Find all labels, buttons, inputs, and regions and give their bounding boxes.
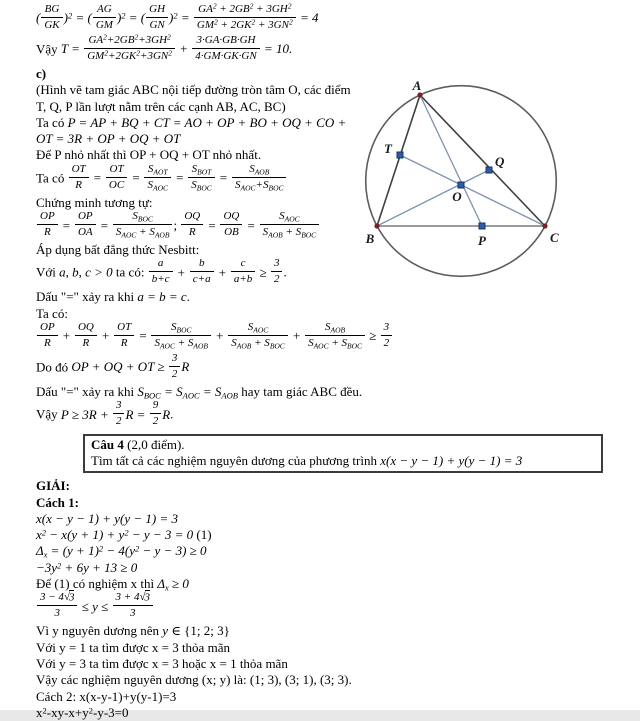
doc-line: Để P nhỏ nhất thì OP + OQ + OT nhỏ nhất. — [36, 147, 262, 163]
doc-line: Do đó OP + OQ + OT ≥ $\frac{3}{2}$ R — [36, 351, 190, 380]
doc-line: Với y = 1 ta tìm được x = 3 thỏa mãn — [36, 639, 230, 655]
label-p: P — [478, 233, 486, 248]
doc-line: $\Delta_x = (y + 1)^2 - 4(y^2 - y - 3) \ge 0$ — [36, 543, 207, 560]
doc-line: Vậy P ≥ 3R + $\frac{3}{2}$ R = $\frac{9}{2}$ R. — [36, 399, 174, 428]
doc-line: $x^2 - x(y + 1) + y^2 - y - 3 = 0$ (1) — [36, 527, 212, 543]
doc-line: Với y = 3 ta tìm được x = 3 hoặc x = 1 thỏa mãn — [36, 655, 288, 671]
doc-line: Vậy T = $\frac{GA^2+2GB^2+3GH^2}{GM^2+2GK^2+3GN^2}$ + $\frac{3\cdot GA\cdot GB\cdot GH}{4\cdot GM\cdot GK\cdot GN}$ = 10. — [36, 32, 293, 62]
doc-line: Chứng minh tương tự: — [36, 194, 153, 210]
doc-line: Cách 1: — [36, 494, 79, 510]
doc-line: $\frac{OP}{R}$ = $\frac{OP}{OA}$ = $S_{BOC}$ $S_{AOC} + S_{AOB}$ ; $\frac{OQ}{R}$ = $\frac{OQ}{OB}$ = $S_{AOC}$ $S_{AOB} + S_{BOC}$ — [36, 211, 352, 242]
doc-line: $x^2-xy-x+y^2-y-3=0$ — [36, 704, 129, 720]
label-o: O — [452, 189, 462, 204]
doc-line: GIẢI: — [36, 478, 70, 494]
vertex-dot-b — [374, 223, 379, 228]
vertex-dot-c — [542, 223, 547, 228]
center-dot-o — [458, 182, 464, 188]
label-a: A — [412, 78, 422, 93]
triangle-side-ac — [420, 95, 545, 226]
doc-line: Dấu "=" xảy ra khi $S_{BOC} = S_{AOC} = S_{AOB}$ hay tam giác ABC đều. — [36, 383, 363, 401]
question-4-box — [83, 434, 603, 473]
doc-line: ( $\frac{BG}{GK}$ )$^2$ = ( $\frac{AG}{GM}$ )$^2$ = ( $\frac{GH}{GN}$ )$^2$ = $\frac{GA^2 + 2GB^2 + 3GH^2}{GM^2 + 2GK^2 + 3GN^2}$ = 4 — [36, 1, 319, 31]
doc-line: Để (1) có nghiệm x thì $\Delta_x \ge 0$ — [36, 576, 189, 593]
question-4-statement: Tìm tất cả các nghiệm nguyên dương của phương trình x(x − y − 1) + y(y − 1) = 3 — [91, 452, 523, 468]
doc-line: Ta có P = AP + BQ + CT = AO + OP + BO + OQ + CO + OT = 3R + OP + OQ + OT — [36, 114, 347, 147]
doc-line: x(x − y − 1) + y(y − 1) = 3 — [36, 510, 179, 526]
vertex-dot-a — [417, 92, 422, 97]
label-b: B — [365, 231, 375, 246]
point-dot-p — [479, 223, 485, 229]
label-t: T — [384, 141, 392, 156]
doc-line: Ta có $\frac{OT}{R}$ = $\frac{OT}{OC}$ = $S_{AOT}$ $S_{AOC}$ = $S_{BOT}$ $S_{BOC}$ = $S_{AOB}$ $S_{AOC}+S_{BOC}$ — [36, 164, 352, 195]
doc-line: (Hình vẽ tam giác ABC nội tiếp đường tròn tâm O, các điểm T, Q, P lần lượt nằm trên các cạnh AB, AC, BC) — [36, 82, 351, 114]
question-4-header: Câu 4 (2,0 điểm). — [91, 437, 185, 453]
doc-line: Vì y nguyên dương nên y ∈ {1; 2; 3} — [36, 623, 230, 639]
cevian-c-t — [400, 155, 545, 226]
doc-line: Với a, b, c > 0 ta có: $\frac{a}{b+c}$ + $\frac{b}{c+a}$ + $\frac{c}{a+b}$ ≥ $\frac{3}{2}$ . — [36, 257, 287, 286]
doc-line: $-3y^2 + 6y + 13 \ge 0$ — [36, 559, 138, 575]
point-dot-q — [486, 167, 492, 173]
geometry-figure — [353, 77, 570, 289]
doc-line: Cách 2: x(x-y-1)+y(y-1)=3 — [36, 688, 177, 704]
triangle-side-ab — [377, 95, 420, 226]
label-q: Q — [495, 154, 505, 169]
cevian-b-q — [377, 170, 489, 226]
cevian-a-p — [420, 95, 482, 226]
doc-line: c) — [36, 66, 47, 81]
doc-line: Dấu "=" xảy ra khi a = b = c. — [36, 289, 190, 305]
doc-line: Ta có: — [36, 305, 68, 321]
doc-line: $\frac{3 - 4√3}{3}$ ≤ y ≤ $\frac{3 + 4√3}{3}$ — [36, 592, 614, 623]
doc-line: Áp dụng bất đẳng thức Nesbitt: — [36, 242, 200, 258]
point-dot-t — [397, 152, 403, 158]
doc-line: Vậy các nghiệm nguyên dương (x; y) là: (1; 3), (3; 1), (3; 3). — [36, 672, 352, 688]
label-c: C — [550, 230, 559, 245]
solution-question-4 — [36, 478, 614, 721]
doc-line: $\frac{OP}{R}$ + $\frac{OQ}{R}$ + $\frac{OT}{R}$ = $S_{BOC}$ $S_{AOC} + S_{AOB}$ + $S_{AOC}$ $S_{AOB} + S_{BOC}$ + $S_{AOB}$ $S_{AOC} + S_{BOC}$ ≥ $\frac{3}{2}$ — [36, 322, 614, 353]
